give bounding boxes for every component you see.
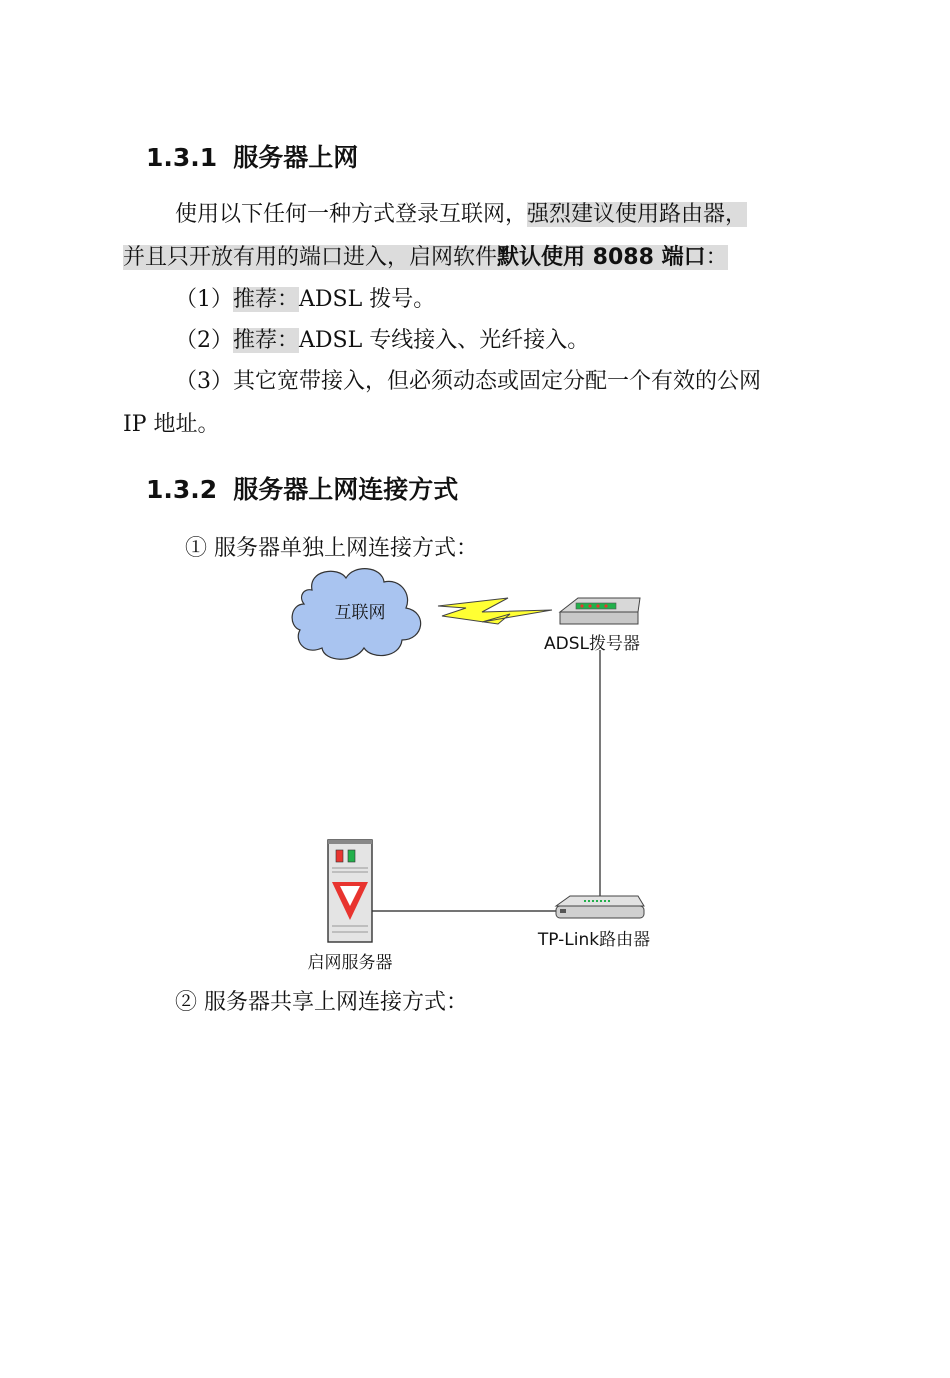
diagram-caption-2: ② 服务器共享上网连接方式： — [175, 990, 468, 1015]
intro-text: 使用以下任何一种方式登录互联网， — [175, 202, 528, 227]
option-text: ADSL 拨号。 — [299, 287, 436, 312]
option-recommend: 推荐： — [233, 328, 300, 353]
wireless-bolt-icon — [438, 598, 552, 624]
intro-text-2: 并且只开放有用的端口进入，启网软件默认使用 8088 端口： — [123, 245, 728, 270]
option-recommend: 推荐： — [233, 287, 300, 312]
option-3-continued: IP 地址。 — [123, 412, 220, 437]
intro-line-2 — [123, 243, 728, 273]
option-text: 其它宽带接入，但必须动态或固定分配一个有效的公网 — [233, 369, 762, 394]
option-1 — [175, 285, 435, 315]
option-text: ADSL 专线接入、光纤接入。 — [299, 328, 590, 353]
intro-highlight: 强烈建议使用路由器， — [527, 202, 748, 227]
section-title: 服务器上网 — [233, 143, 359, 172]
internet-cloud — [292, 569, 421, 660]
adsl-label: ADSL拨号器 — [544, 634, 640, 654]
network-diagram — [260, 560, 680, 980]
diagram-caption-1: ① 服务器单独上网连接方式： — [185, 536, 478, 561]
adsl-modem-icon — [560, 598, 640, 624]
section-title: 服务器上网连接方式 — [233, 475, 459, 504]
section-heading-1-3-1 — [146, 138, 358, 174]
option-2 — [175, 326, 589, 356]
server-tower-icon — [328, 840, 372, 942]
default-port-note: 默认使用 8088 端口 — [497, 245, 706, 270]
option-3 — [175, 367, 761, 397]
server-label: 启网服务器 — [307, 953, 393, 973]
section-number: 1.3.2 — [146, 475, 218, 504]
router-icon — [556, 896, 644, 918]
section-number: 1.3.1 — [146, 143, 218, 172]
internet-label: 互联网 — [334, 603, 386, 623]
option-prefix: （2） — [175, 328, 233, 353]
intro-line-1 — [175, 200, 747, 230]
option-prefix: （3） — [175, 369, 233, 394]
option-prefix: （1） — [175, 287, 233, 312]
router-label: TP-Link路由器 — [537, 930, 651, 950]
section-heading-1-3-2 — [146, 470, 458, 506]
